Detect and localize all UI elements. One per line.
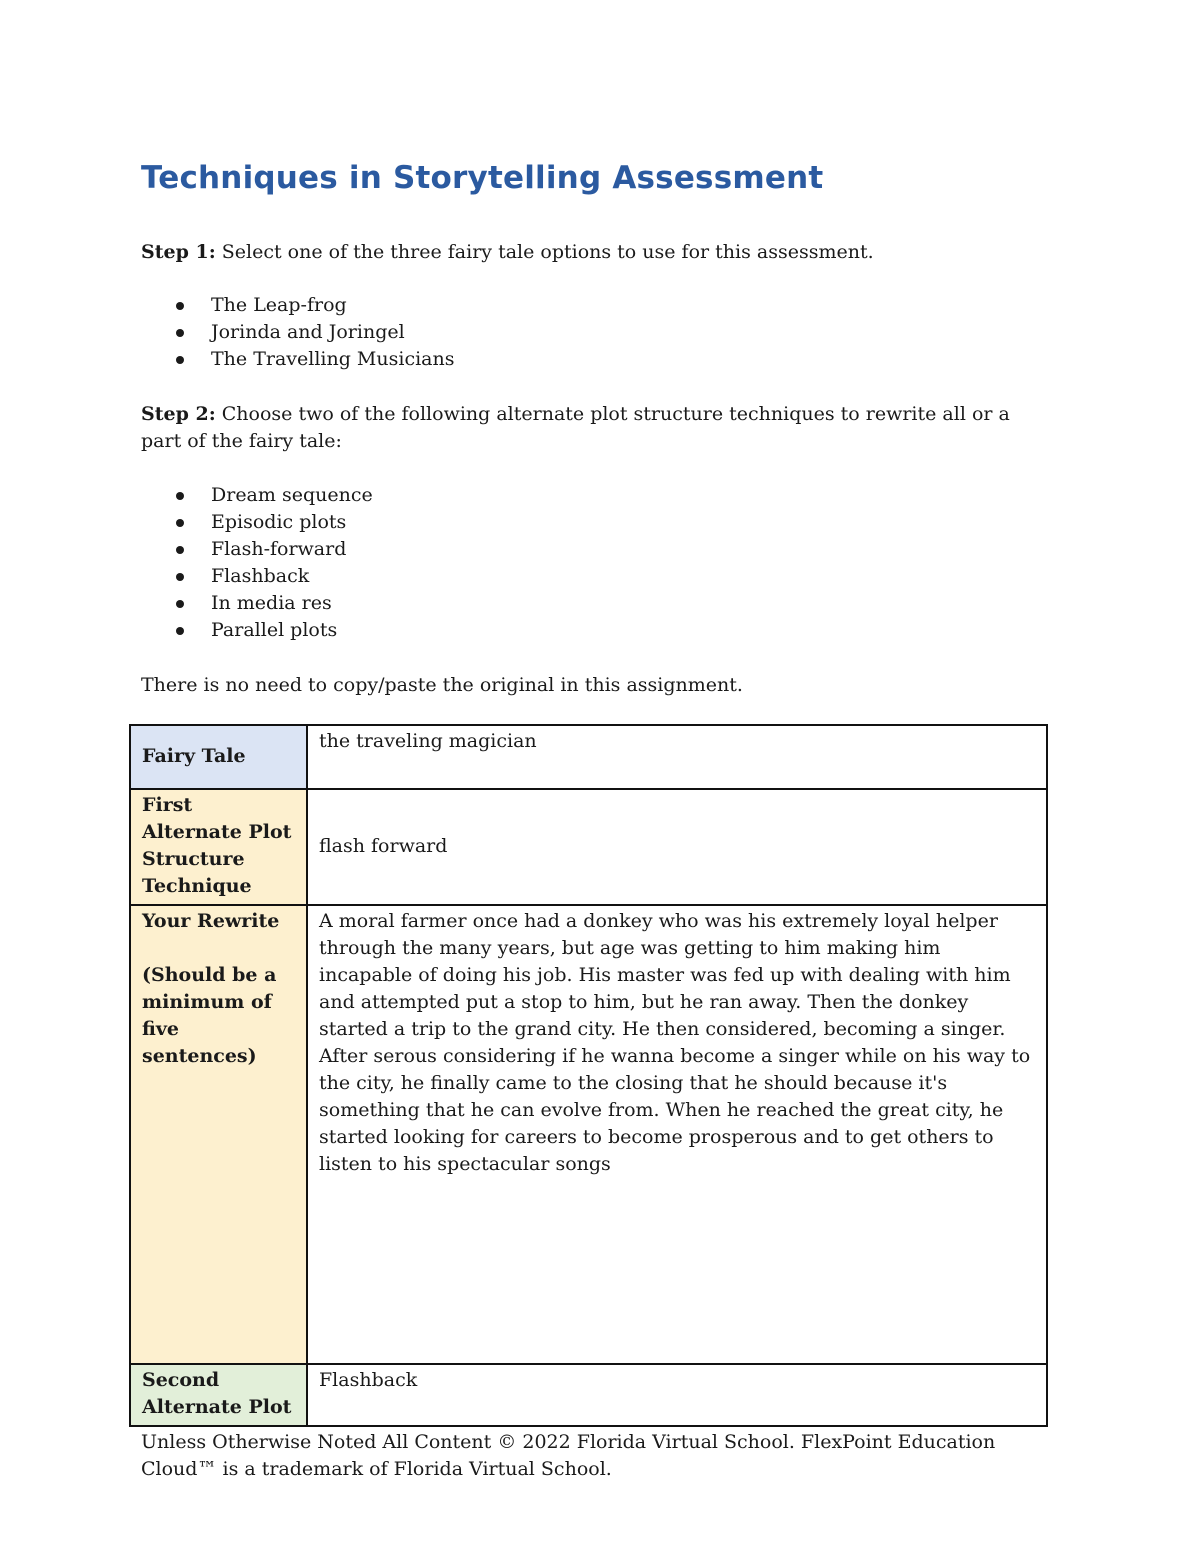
assignment-note: There is no need to copy/paste the original in this assignment. — [141, 674, 743, 696]
fairy-tale-label: Fairy Tale — [130, 725, 307, 789]
second-technique-field[interactable]: Flashback — [307, 1364, 1047, 1426]
second-technique-label: Second Alternate Plot — [130, 1364, 307, 1426]
table-row — [130, 1364, 1047, 1426]
table-row — [130, 789, 1047, 905]
table-row — [130, 905, 1047, 1364]
page-title: Techniques in Storytelling Assessment — [141, 160, 824, 196]
list-item: Jorinda and Joringel — [141, 319, 454, 346]
list-item: Flash-forward — [141, 536, 373, 563]
list-item: Dream sequence — [141, 482, 373, 509]
list-item: The Leap-frog — [141, 292, 454, 319]
list-item: The Travelling Musicians — [141, 346, 454, 373]
step2-text: Choose two of the following alternate plot structure techniques to rewrite all or a part of the fairy tale: — [141, 403, 1010, 452]
step2-instruction — [141, 401, 1051, 455]
rewrite-field[interactable]: A moral farmer once had a donkey who was his extremely loyal helper through the many years, but age was getting to him making him incapable of doing his job. His master was fed up with dealing with him and attempted put a stop to him, but he ran away. Then the donkey started a trip to the grand city. He then considered, becoming a singer. After serous considering if he wanna become a singer while on his way to the city, he finally came to the closing that he should because it's something that he can evolve from. When he reached the great city, he started looking for careers to become prosperous and to get others to listen to his spectacular songs — [307, 905, 1047, 1364]
list-item: In media res — [141, 590, 373, 617]
step1-text: Select one of the three fairy tale options to use for this assessment. — [215, 241, 874, 263]
list-item: Flashback — [141, 563, 373, 590]
step1-instruction — [141, 239, 874, 266]
step2-label: Step 2: — [141, 403, 216, 425]
table-row — [130, 725, 1047, 789]
first-technique-label: First Alternate Plot Structure Technique — [130, 789, 307, 905]
technique-options-list — [141, 482, 373, 644]
first-technique-field[interactable]: flash forward — [307, 789, 1047, 905]
fairy-tale-field[interactable]: the traveling magician — [307, 725, 1047, 789]
list-item: Episodic plots — [141, 509, 373, 536]
rewrite-sublabel: (Should be a minimum of five sentences) — [142, 964, 277, 1067]
list-item: Parallel plots — [141, 617, 373, 644]
rewrite-label-cell — [130, 905, 307, 1364]
copyright-footer: Unless Otherwise Noted All Content © 2022 Florida Virtual School. FlexPoint Education Cloud™ is a trademark of Florida Virtual School. — [141, 1431, 996, 1480]
rewrite-label: Your Rewrite — [142, 910, 280, 932]
fairy-tale-options-list — [141, 292, 454, 373]
assessment-table — [129, 724, 1048, 1427]
step1-label: Step 1: — [141, 241, 216, 263]
